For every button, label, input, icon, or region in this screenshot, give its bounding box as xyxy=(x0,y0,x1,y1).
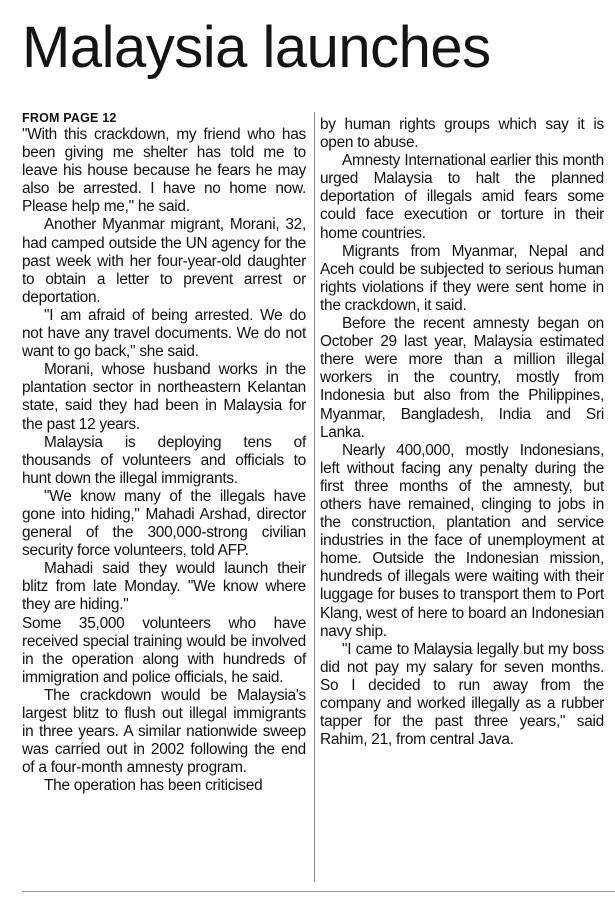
article-paragraph: Some 35,000 volunteers who have received special training would be involved in the operation along with hundreds of immigration and police officials, he said. xyxy=(22,614,306,686)
article-paragraph: The crackdown would be Malaysia's largest blitz to flush out illegal immigrants in three years. A similar nationwide sweep was carried out in 2002 following the end of a four-month amnesty program. xyxy=(22,686,306,777)
article-paragraph: "With this crackdown, my friend who has been giving me shelter has told me to leave his house because he fears he may also be arrested. I have no home now. Please help me," he said. xyxy=(22,126,306,216)
article-paragraph: "I am afraid of being arrested. We do not have any travel documents. We do not want to go back," she said. xyxy=(22,306,306,361)
headline: Malaysia launches xyxy=(22,15,491,80)
article-column-left xyxy=(22,110,306,795)
article-paragraph: Mahadi said they would launch their blitz from late Monday. "We know where they are hiding." xyxy=(22,560,306,614)
article-paragraph: by human rights groups which say it is open to abuse. xyxy=(320,116,604,152)
column-divider xyxy=(314,112,315,882)
article-paragraph: The operation has been criticised xyxy=(44,777,263,795)
article-paragraph: "We know many of the illegals have gone into hiding," Mahadi Arshad, director general of the 300,000-strong civilian security force volunteers, told AFP. xyxy=(22,487,306,560)
article-column-right xyxy=(320,116,604,749)
article-paragraph: Nearly 400,000, mostly Indonesians, left without facing any penalty during the first three months of the amnesty, but others have remained, clinging to jobs in the construction, plantation and service industries in the face of unemployment at home. Outside the Indonesian mission, hundreds of illegals were waiting with their luggage for buses to transport them to Port Klang, west of here to board an Indonesian navy ship. xyxy=(320,441,604,640)
article-paragraph: Morani, whose husband works in the plantation sector in northeastern Kelantan state, said they had been in Malaysia for the past 12 years. xyxy=(22,361,306,433)
bottom-rule xyxy=(22,891,615,892)
article-paragraph: Before the recent amnesty began on October 29 last year, Malaysia estimated there were more than a million illegal workers in the country, mostly from Indonesia but also from the Philippines, Myanmar, Bangladesh, India and Sri Lanka. xyxy=(320,315,604,441)
article-paragraph: "I came to Malaysia legally but my boss did not pay my salary for seven months. So I decided to run away from the company and worked illegally as a rubber tapper for the past three years," said Rahim, 21, from central Java. xyxy=(320,640,604,749)
article-paragraph: Malaysia is deploying tens of thousands of volunteers and officials to hunt down the illegal immigrants. xyxy=(22,433,306,487)
article-paragraph: Another Myanmar migrant, Morani, 32, had camped outside the UN agency for the past week with her four-year-old daughter to obtain a letter to prevent arrest or deportation. xyxy=(22,216,306,306)
continued-from-kicker: FROM PAGE 12 xyxy=(22,111,117,125)
article-paragraph: Amnesty International earlier this month urged Malaysia to halt the planned deportation of illegals amid fears some could face execution or torture in their home countries. xyxy=(320,152,604,242)
article-paragraph: Migrants from Myanmar, Nepal and Aceh could be subjected to serious human rights violations if they were sent home in the crackdown, it said. xyxy=(320,242,604,314)
